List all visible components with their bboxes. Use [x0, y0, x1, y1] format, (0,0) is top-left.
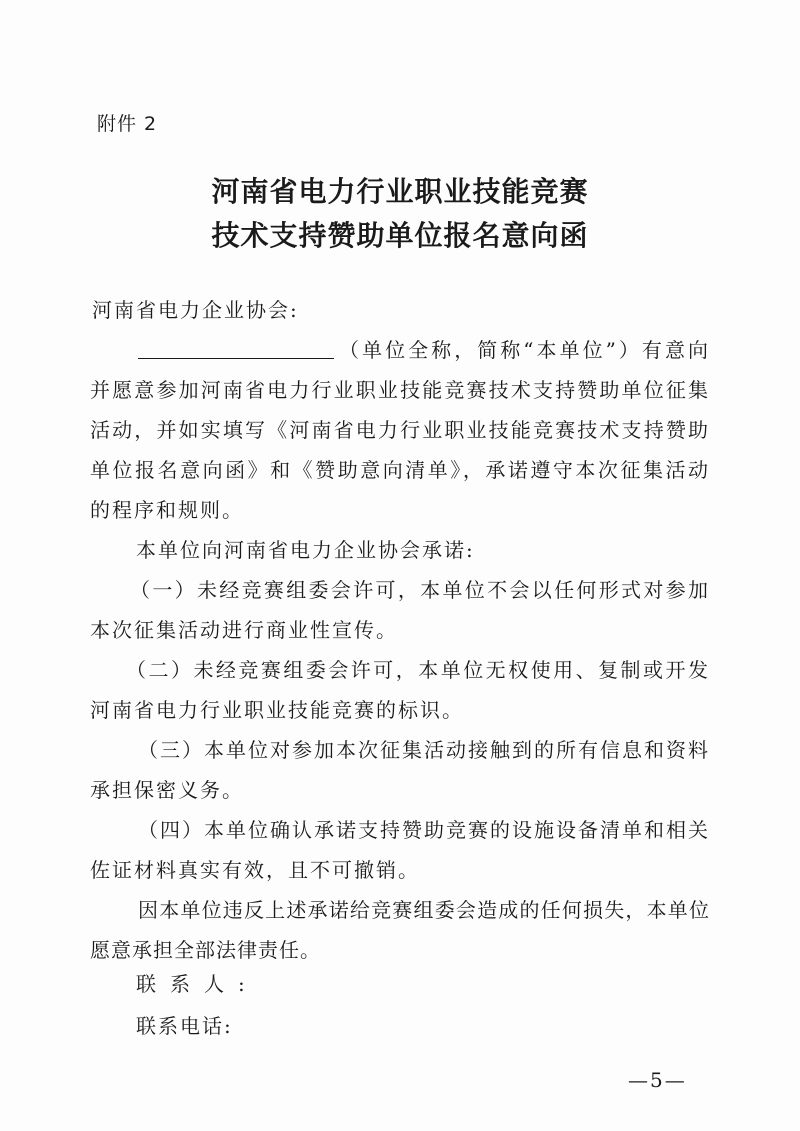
unit-name-blank	[138, 338, 334, 359]
contact-phone-label: 联系电话:	[136, 1014, 233, 1038]
attachment-label: 附件 2	[97, 113, 158, 135]
salutation: 河南省电力企业协会:	[92, 298, 299, 322]
intro-paragraph-text: （单位全称，简称“本单位”）有意向并愿意参加河南省电力行业职业技能竞赛技术支持赞助单位征集活动，并如实填写《河南省电力行业职业技能竞赛技术支持赞助单位报名意向函》和《赞助意向清单》，承诺遵守本次征集活动的程序和规则。	[90, 338, 710, 522]
commitment-intro: 本单位向河南省电力企业协会承诺:	[136, 538, 475, 562]
commitment-item-1: （一）未经竞赛组委会许可，本单位不会以任何形式对参加本次征集活动进行商业性宣传。	[90, 578, 710, 642]
contact-person-line	[136, 968, 247, 997]
document-title-line-1: 河南省电力行业职业技能竞赛	[211, 175, 589, 208]
liability-paragraph: 因本单位违反上述承诺给竞赛组委会造成的任何损失，本单位愿意承担全部法律责任。	[90, 898, 710, 962]
contact-person-label: 联系人	[136, 972, 238, 996]
contact-person-colon: :	[238, 972, 247, 996]
commitment-item-3: （三）本单位对参加本次征集活动接触到的所有信息和资料承担保密义务。	[90, 738, 710, 802]
document-title-line-2: 技术支持赞助单位报名意向函	[211, 219, 589, 252]
commitment-item-2: （二）未经竞赛组委会许可，本单位无权使用、复制或开发河南省电力行业职业技能竞赛的标识。	[90, 658, 710, 722]
page-number: —5—	[628, 1068, 687, 1092]
commitment-item-4: （四）本单位确认承诺支持赞助竞赛的设施设备清单和相关佐证材料真实有效，且不可撤销。	[90, 818, 710, 882]
intro-paragraph	[90, 330, 710, 530]
